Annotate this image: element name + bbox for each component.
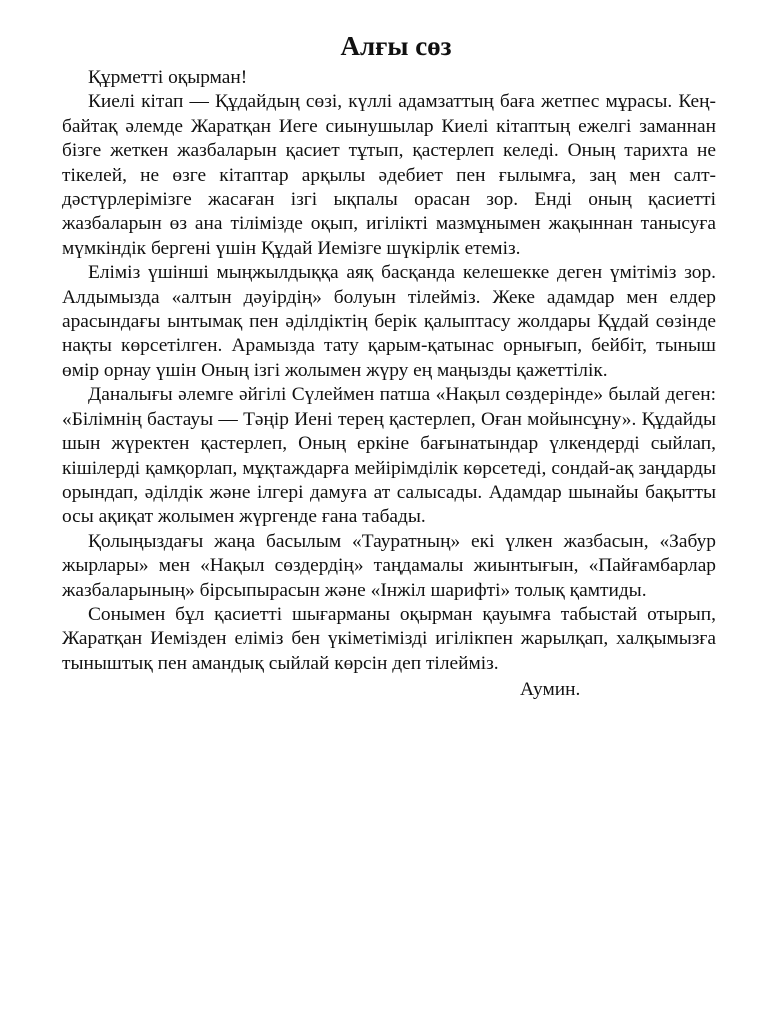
paragraph-solomon: Даналығы әлемге әйгілі Сүлеймен патша «Нақыл сөздерінде» былай деген: «Білімнің бастауы — Тәңір Иені терең қастерлеп, Оған мойынсұну». Құдайды шын жүректен қастерлеп, Оның еркіне бағынатындар үлкендерді сыйлап, кішілерді қамқорлап, мұқтаждарға мейірімділік көрсетеді, сондай-ақ заңдарды орындап, әділдік және ілгері дамуға ат салысады. Адамдар шынайы бақытты осы ақиқат жолымен жүргенде ғана табады. bbox=[62, 384, 716, 528]
closing-amen: Аумин. bbox=[520, 679, 581, 701]
document-page bbox=[62, 30, 716, 703]
paragraph-edition-contents: Қолыңыздағы жаңа басылым «Тауратның» екі үлкен жазбасын, «Забур жырлары» мен «Нақыл сөздердің» таңдамалы жиынтығын, «Пайғамбарлар жазбаларының» бірсыпырасын және «Інжіл шарифті» толық қамтиды. bbox=[62, 530, 716, 601]
greeting-paragraph: Құрметті оқырман! bbox=[88, 67, 248, 88]
paragraph-blessing: Сонымен бұл қасиетті шығарманы оқырман қауымға табыстай отырып, Жаратқан Иемізден еліміз бен үкіметімізді игілікпен жарылқап, халқымызға тыныштық пен амандық сыйлай көрсін деп тілейміз. bbox=[62, 603, 716, 674]
page-title: Алғы сөз bbox=[340, 31, 452, 61]
paragraph-millennium: Еліміз үшінші мыңжылдыққа аяқ басқанда келешекке деген үмітіміз зор. Алдымызда «алтын дәуірдің» болуын тілейміз. Жеке адамдар мен елдер арасындағы ынтымақ пен әділдіктің берік қалыптасу жолдары Құдай сөзінде нақты көрсетілген. Арамызда тату қарым-қатынас орнығып, бейбіт, тыныш өмір орнау үшін Оның ізгі жолымен жүру ең маңызды қажеттілік. bbox=[62, 262, 716, 381]
paragraph-holy-book: Киелі кітап — Құдайдың сөзі, күллі адамзаттың баға жетпес мұрасы. Кең-байтақ әлемде Жаратқан Иеге сиынушылар Киелі кітаптың ежелгі заманнан бізге жеткен жазбаларын қасиет тұтып, қастерлеп келеді. Оның тарихта не тікелей, не өзге кітаптар арқылы әдебиет пен ғылымға, заң мен салт-дәстүрлерімізге жасаған ізгі ықпалы орасан зор. Енді оның қасиетті жазбаларын өз ана тілімізде оқып, игілікті мазмұнымен жақыннан танысуға мүмкіндік бергені үшін Құдай Иемізге шүкірлік етеміз. bbox=[62, 91, 716, 259]
